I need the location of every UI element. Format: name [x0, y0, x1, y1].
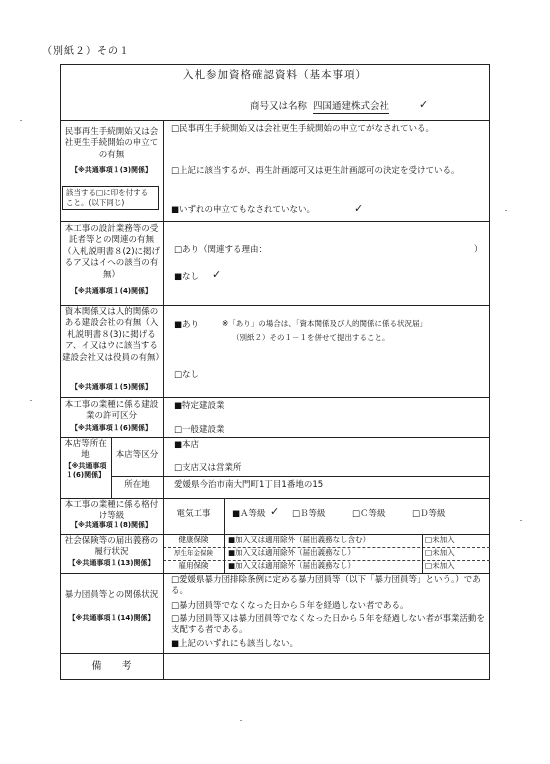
designer-option-yes-close: ） [474, 245, 483, 255]
capital-option-yes[interactable]: ■あり [174, 320, 200, 330]
office-kubun-branch[interactable]: □支店又は営業所 [174, 463, 242, 473]
remarks-label: 備 考 [91, 661, 132, 672]
company-name-row [250, 101, 389, 114]
grade-option-b[interactable]: □Ｂ等級 [292, 509, 326, 519]
check-mark-icon: ✓ [419, 98, 429, 111]
license-label: 本工事の業種に係る建設業の許可区分 [64, 400, 159, 422]
capital-ref: 【※共通事項１(5)関係】 [70, 383, 153, 391]
rehab-note: 該当する□に印を付すること。(以下同じ) [62, 186, 159, 210]
column-divider [422, 534, 423, 573]
capital-remark: （別紙２）その１－１を併せて提出すること。 [232, 333, 390, 342]
insurance-employment-name: 雇用保険 [178, 561, 209, 570]
office-label: 本店等所在地 [64, 439, 107, 461]
boryoku-option-none[interactable]: ■上記のいずれにも該当しない。 [171, 639, 299, 649]
row-divider [111, 476, 490, 477]
row-divider [60, 437, 490, 438]
row-divider [60, 397, 490, 398]
office-address: 愛媛県今治市南大門町1丁目1番地の15 [174, 480, 324, 490]
designer-label: 本工事の設計業務等の受託者等との関連の有無（入札説明書８(2)に掲げるア又はイへの該当の有無） [62, 224, 161, 280]
form-title: 入札参加資格確認資料（基本事項） [183, 69, 367, 81]
check-mark-icon: ✓ [354, 202, 364, 215]
insurance-pension-name: 厚生年金保険 [174, 549, 213, 557]
column-divider [224, 534, 225, 573]
grade-label: 本工事の業種に係る格付け等級 [64, 500, 159, 522]
insurance-employment-state[interactable]: ■加入又は適用除外（届出義務なし） [228, 561, 356, 570]
form-heading: （別紙２）その１ [42, 46, 130, 57]
check-mark-icon: ✓ [212, 268, 222, 281]
insurance-health-name: 健康保険 [178, 535, 209, 544]
office-kubun-label: 本店等区分 [115, 450, 159, 460]
capital-option-no[interactable]: □なし [174, 370, 200, 380]
remarks-field[interactable] [164, 654, 489, 679]
office-ref: 【※共通事項１(6)関係】 [64, 462, 107, 480]
boryoku-label: 暴力団員等との関係状況 [64, 590, 159, 600]
insurance-label: 社会保険等の届出義務の履行状況 [64, 536, 159, 558]
office-address-label: 所在地 [124, 480, 150, 490]
insurance-pension-none[interactable]: □未加入 [425, 548, 455, 557]
insurance-employment-none[interactable]: □未加入 [425, 561, 455, 570]
insurance-ref: 【※共通事項１(13)関係】 [68, 559, 155, 567]
column-divider [224, 498, 225, 534]
license-option-general[interactable]: □一般建設業 [174, 425, 225, 435]
rehab-ref: 【※共通事項１(3)関係】 [70, 166, 153, 174]
rehab-option-approved[interactable]: □上記に該当するが、再生計画認可又は更生計画認可の決定を受けている。 [171, 166, 460, 176]
company-name-value: 四国通建株式会社 [313, 101, 390, 112]
insurance-health-none[interactable]: □未加入 [425, 535, 455, 544]
boryoku-option-five-years[interactable]: □暴力団員等でなくなった日から５年を経過しない者である。 [171, 601, 409, 611]
designer-ref: 【※共通事項１(4)関係】 [70, 287, 153, 295]
license-ref: 【※共通事項１(6)関係】 [70, 424, 153, 432]
row-divider [60, 120, 490, 121]
boryoku-option-control[interactable]: □暴力団員等又は暴力団員等でなくなった日から５年を経過しない者が事業活動を支配する者である。 [171, 614, 486, 636]
grade-option-d[interactable]: □Ｄ等級 [412, 509, 446, 519]
designer-option-no[interactable]: ■なし [174, 272, 200, 282]
column-divider [163, 120, 164, 680]
rehab-option-filed[interactable]: □民事再生手続開始又は会社更生手続開始の申立てがなされている。 [171, 124, 435, 134]
office-kubun-head[interactable]: ■本店 [174, 440, 200, 450]
row-divider [60, 498, 490, 499]
grade-option-c[interactable]: □Ｃ等級 [352, 509, 386, 519]
capital-remark: ※「あり」の場合は、「資本関係及び人的関係に係る状況届」 [222, 319, 428, 328]
company-name-label: 商号又は名称 [250, 101, 308, 112]
check-mark-icon: ✓ [270, 505, 280, 518]
row-divider [60, 573, 490, 574]
boryoku-option-member[interactable]: □愛媛県暴力団排除条例に定める暴力団員等（以下「暴力団員等」という。）である。 [171, 575, 481, 597]
row-divider [60, 305, 490, 306]
designer-option-yes[interactable]: □あり（関連する理由： [174, 245, 268, 255]
grade-option-a[interactable]: ■Ａ等級 [232, 509, 266, 519]
boryoku-ref: 【※共通事項１(14)関係】 [68, 614, 155, 622]
rehab-label: 民事再生手続開始又は会社更生手続開始の申立ての有無 [64, 127, 159, 160]
capital-label: 資本関係又は人的関係のある建設会社の有無（入札説明書８(3)に掲げるア、イ又はウに該当する建設会社又は役員の有無） [62, 307, 165, 363]
grade-ref: 【※共通事項１(8)関係】 [70, 521, 153, 529]
rehab-option-none[interactable]: ■いずれの申立てもなされていない。 [171, 205, 316, 215]
license-option-special[interactable]: ■特定建設業 [174, 401, 225, 411]
insurance-health-state[interactable]: ■加入又は適用除外（届出義務なし含む） [228, 535, 371, 544]
grade-work-type: 電気工事 [176, 509, 211, 519]
row-divider [60, 221, 490, 222]
insurance-pension-state[interactable]: ■加入又は適用除外（届出義務なし） [228, 548, 356, 557]
